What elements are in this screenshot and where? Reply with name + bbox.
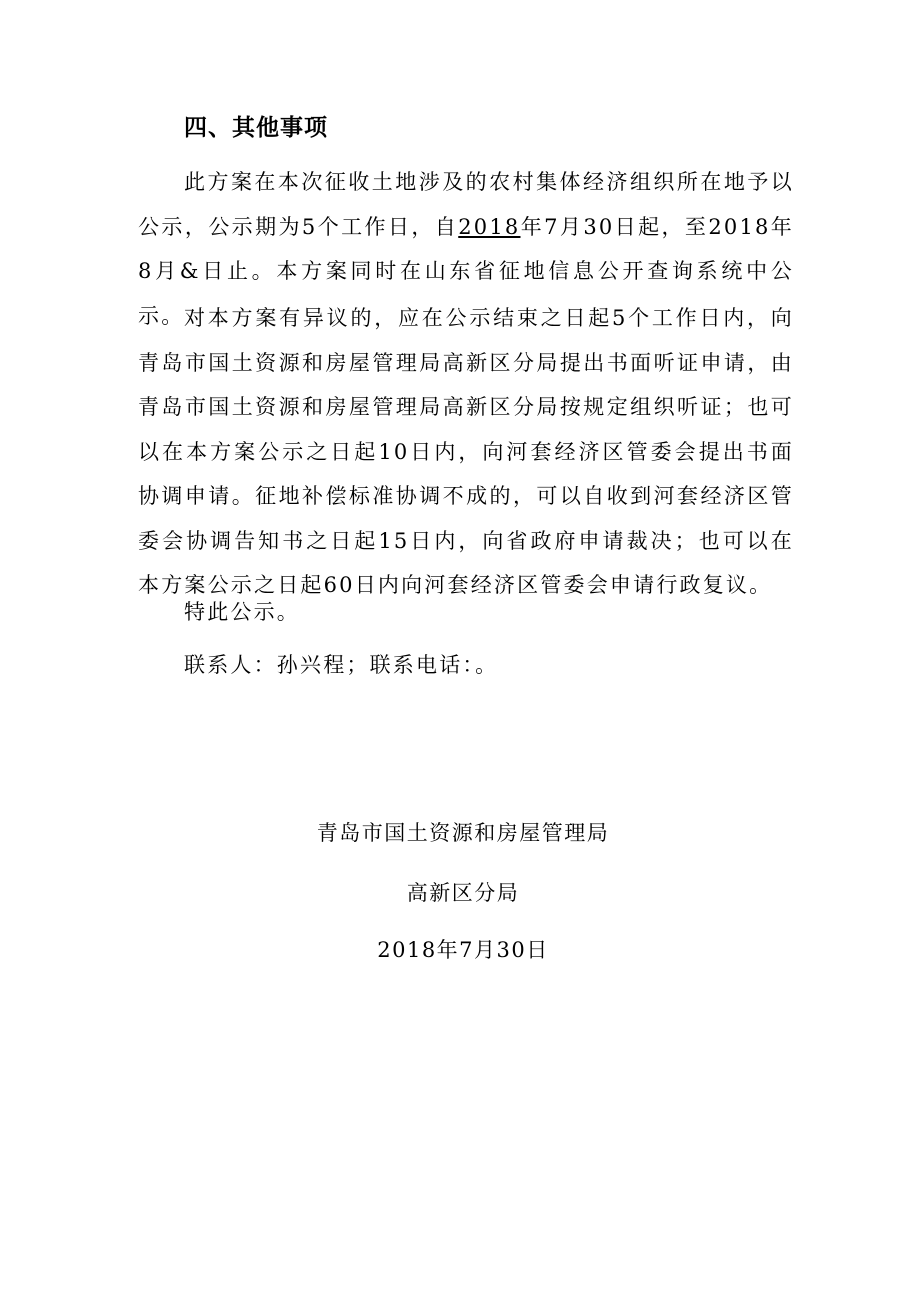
objection-paragraph: 对本方案有异议的，应在公示结束之日起5个工作日内，向青岛市国土资源和房屋管理局高新区分局提出书面听证申请，由青岛市国土资源和房屋管理局高新区分局按规定组织听证；也可以在本方案公示之日起10日内，向河套经济区管委会提出书面协调申请。征地补偿标准协调不成的，可以自收到河套经济区管委会协调告知书之日起15日内，向省政府申请裁决；也可以在本方案公示之日起60日内向河套经济区管委会申请行政复议。	[138, 306, 794, 597]
notice-closing: 特此公示。	[184, 600, 300, 624]
signature-date: 2018年7月30日	[377, 938, 549, 962]
underlined-year: 2018	[458, 214, 521, 239]
paragraph1-text-b: 年7月30日起，至2018年8月&日止。本方案同时在山东省征地信息公开查询系统中公示。	[138, 214, 794, 328]
contact-line: 联系人：孙兴程；联系电话：。	[184, 653, 499, 677]
section-heading: 四、其他事项	[184, 115, 328, 141]
signature-org-line2: 高新区分局	[406, 881, 520, 905]
signature-org-line1: 青岛市国土资源和房屋管理局	[316, 821, 610, 845]
paragraph1-text-a: 此方案在本次征收土地涉及的农村集体经济组织所在地予以公示，公示期为5个工作日，自	[138, 170, 794, 239]
